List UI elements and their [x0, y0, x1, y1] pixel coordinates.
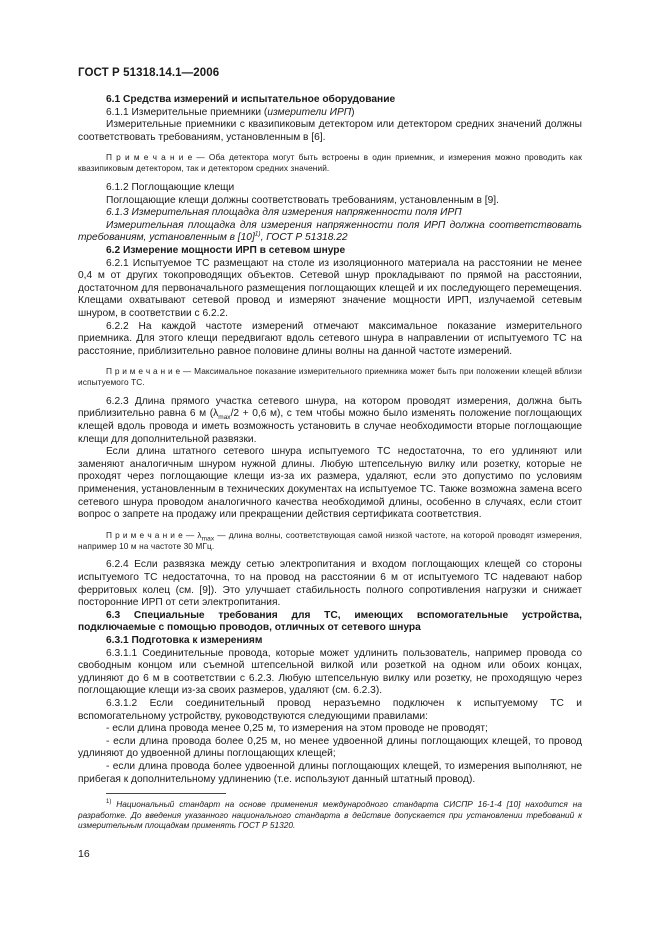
footnote-mark: 1)	[106, 799, 112, 806]
note-2: П р и м е ч а н и е — Максимальное показание измерительного приемника может быть при положении клещей вблизи испытуемого ТС.	[78, 366, 582, 388]
section-6-2-3-continued: Если длина штатного сетевого шнура испытуемого ТС недостаточна, то его удлиняют или заменяют аналогичным шнуром нужной длины. Любую штепсельную вилку или розетку, которые не проходят через поглощающие клещи из-за их размера, удаляют, если это допустимо по условиям применения, установленным в технических документах на испытуемое ТС. Также возможна замена всего сетевого шнура проводом аналогичного качества необходимой длины, особенно в случаях, если стоит вопрос о запрете на продажу или прекращении действия сертификата соответствия.	[78, 446, 582, 521]
page-number: 16	[78, 848, 90, 860]
p623-text-a: 6.2.3 Длина прямого участка сетевого шнура, на котором проводят измерения, должна быть приблизительно равна 6 м (λ	[78, 395, 582, 420]
s613-text-b: , ГОСТ Р 51318.22	[260, 232, 348, 244]
section-6-3-1-1: 6.3.1.1 Соединительные провода, которые может удлинить пользователь, например провода со свободным концом или съемной штепсельной вилкой или розеткой на одном или обоих концах, удлиняют до 6 м в соответствии с 6.2.3. Любую штепсельную вилку или розетку, не проходящую через поглощающие клещи из-за своих размеров, удаляют (см. 6.2.3).	[78, 647, 582, 697]
section-6-2-3	[78, 396, 582, 446]
note3-text-b: — длина волны, соответствующая самой низкой частоте, на которой проводят измерения, например 10 м на частоте 30 МГц.	[78, 529, 582, 551]
footnote-text: Национальный стандарт на основе применения международного стандарта СИСПР 16-1-4 [10] находится на разработке. До введения указанного национального стандарта в действие допускается при установлении требований к измерительным площадкам применять ГОСТ Р 51320.	[78, 798, 582, 831]
section-6-1-3-title: 6.1.3 Измерительная площадка для измерения напряженности поля ИРП	[106, 207, 462, 219]
p623-subscript: max	[218, 414, 231, 422]
section-6-3-1-title: 6.3.1 Подготовка к измерениям	[106, 634, 263, 646]
s611-title-text: 6.1.1 Измерительные приемники (	[106, 106, 268, 118]
note-3	[78, 530, 582, 552]
section-6-3-heading: 6.3 Специальные требования для ТС, имеющих вспомогательные устройства, подключаемые с помощью проводов, отличных от сетевого шнура	[78, 609, 582, 634]
list-item: - если длина провода более удвоенной длины поглощающих клещей, то измерения выполняют, не прибегая к дополнительному удлинению (т.е. используют данный штатный провод).	[78, 760, 582, 785]
section-6-1-2-text: Поглощающие клещи должны соответствовать требованиям, установленным в [9].	[106, 194, 499, 206]
document-body	[78, 94, 582, 831]
note-1: П р и м е ч а н и е — Оба детектора могут быть встроены в один приемник, и измерения можно проводить как квазипиковым детектором, так и детектором средних значений.	[78, 152, 582, 174]
footnote-divider	[106, 793, 226, 794]
section-6-2-heading: 6.2 Измерение мощности ИРП в сетевом шнуре	[106, 244, 346, 256]
section-6-1-1-title	[78, 107, 582, 120]
footnote-ref-1: 1)	[254, 230, 261, 238]
section-6-2-4: 6.2.4 Если развязка между сетью электропитания и входом поглощающих клещей со стороны испытуемого ТС недостаточна, то на провод на расстоянии 6 м от испытуемого ТС надевают набор ферритовых колец (см. [9]). Это улучшает стабильность полного сопротивления нагрузки и снижает посторонние ИРП от сети электропитания.	[78, 559, 582, 609]
list-item: - если длина провода более 0,25 м, но менее удвоенной длины поглощающих клещей, то провод удлиняют до удвоенной длины поглощающих клещей;	[78, 735, 582, 760]
note3-subscript: max	[201, 535, 215, 543]
s611-title-italic: измерители ИРП	[267, 106, 352, 118]
section-6-1-3-text	[78, 220, 582, 245]
section-6-1-2-title: 6.1.2 Поглощающие клещи	[106, 181, 235, 193]
section-6-1-heading: 6.1 Средства измерений и испытательное оборудование	[106, 94, 396, 105]
footnote	[78, 797, 582, 831]
s611-title-end: )	[351, 106, 355, 118]
list-item: - если длина провода менее 0,25 м, то измерения на этом проводе не проводят;	[106, 723, 488, 735]
p623-text-b: /2 + 0,6 м), с тем чтобы можно было изменять положение поглощающих клещей вдоль провода и иметь возможность установить в случае необходимости вторые поглощающие клещи для дополнительной развязки.	[78, 408, 582, 445]
s613-text-a: Измерительная площадка для измерения напряженности поля ИРП должна соответствовать требованиям, установленным в [10]	[78, 219, 582, 244]
section-6-2-1: 6.2.1 Испытуемое ТС размещают на столе из изоляционного материала на расстоянии не менее 0,4 м от других токопроводящих объектов. Сетевой шнур прокладывают по прямой на расстоянии, достаточном для первоначального размещения поглощающих клещей и их последующего перемещения. Клещами охватывают сетевой провод и измеряют значение мощности ИРП, излучаемой сетевым шнуром, в соответствии с 6.2.2.	[78, 257, 582, 319]
section-6-1-1-text: Измерительные приемники с квазипиковым детектором или детектором средних значений должны соответствовать требованиям, установленным в [6].	[78, 119, 582, 143]
note3-text-a: П р и м е ч а н и е — λ	[106, 529, 202, 540]
document-header: ГОСТ Р 51318.14.1—2006	[78, 67, 220, 79]
section-6-2-2: 6.2.2 На каждой частоте измерений отмечают максимальное показание измерительного приемника. Для этого клещи передвигают вдоль сетевого шнура в направлении от испытуемого ТС на расстояние, приблизительно равное половине длины волны на данной частоте измерений.	[78, 320, 582, 357]
section-6-3-1-2: 6.3.1.2 Если соединительный провод неразъемно подключен к испытуемому ТС и вспомогательному устройству, руководствуются следующими правилами:	[78, 697, 582, 722]
